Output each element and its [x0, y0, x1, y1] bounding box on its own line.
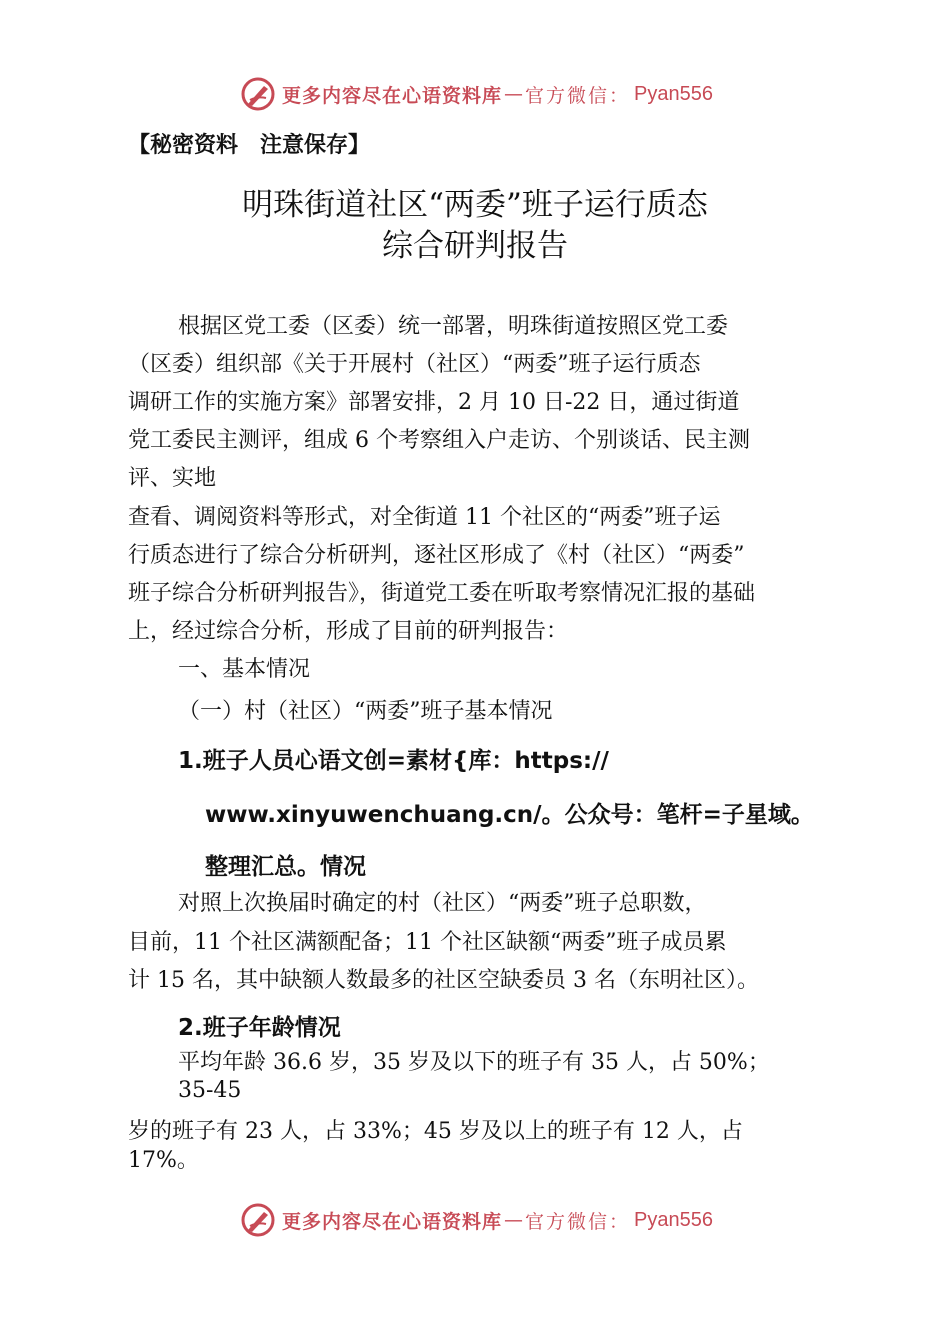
watermark-dash: — [504, 83, 524, 105]
body-line: 17%。 [128, 1148, 199, 1173]
body-line: （区委）组织部《关于开展村（社区）“两委”班子运行质态 [128, 352, 701, 377]
body-line: 评、实地 [128, 466, 217, 491]
body-line: 根据区党工委（区委）统一部署，明珠街道按照区党工委 [178, 314, 729, 339]
body-line: 计 15 名，其中缺额人数最多的社区空缺委员 3 名（东明社区）。 [128, 968, 759, 993]
item1-heading-line2: www.xinyuwenchuang.cn/。公众号：笔杆=子星域。 [205, 802, 814, 828]
page-title: 明珠街道社区“两委”班子运行质态 [242, 187, 708, 223]
subsection-heading: （一）村（社区）“两委”班子基本情况 [178, 699, 553, 724]
item2-heading: 2.班子年龄情况 [178, 1015, 341, 1041]
body-line: 对照上次换届时确定的村（社区）“两委”班子总职数， [178, 891, 707, 916]
pen-logo-icon [240, 1202, 276, 1238]
watermark-label: 官方微信： [525, 84, 631, 107]
body-line: 调研工作的实施方案》部署安排，2 月 10 日-22 日，通过街道 [128, 390, 740, 415]
watermark-wechat-id: Pyan556 [634, 82, 713, 105]
watermark-wechat-id: Pyan556 [634, 1208, 713, 1231]
body-line: 班子综合分析研判报告》，街道党工委在听取考察情况汇报的基础 [128, 581, 756, 606]
watermark-top [240, 76, 740, 112]
body-line: 35-45 [178, 1078, 242, 1103]
watermark-bottom [240, 1202, 740, 1238]
body-line: 党工委民主测评，组成 6 个考察组入户走访、个别谈话、民主测 [128, 428, 750, 453]
body-line: 上，经过综合分析，形成了目前的研判报告： [128, 619, 569, 644]
body-line: 岁的班子有 23 人，占 33%；45 岁及以上的班子有 12 人，占 [128, 1119, 743, 1144]
pen-logo-icon [240, 76, 276, 112]
watermark-text: 更多内容尽在心语资料库 [282, 1210, 503, 1233]
body-line: 目前，11 个社区满额配备；11 个社区缺额“两委”班子成员累 [128, 930, 727, 955]
item1-heading-line3: 整理汇总。情况 [205, 854, 366, 880]
body-line: 平均年龄 36.6 岁，35 岁及以下的班子有 35 人，占 50%； [178, 1050, 770, 1075]
watermark-label: 官方微信： [525, 1210, 631, 1233]
item1-heading-line1: 1.班子人员心语文创=素材{库：https:// [178, 748, 609, 774]
watermark-dash: — [504, 1209, 524, 1231]
watermark-text: 更多内容尽在心语资料库 [282, 84, 503, 107]
body-line: 查看、调阅资料等形式，对全街道 11 个社区的“两委”班子运 [128, 505, 721, 530]
section-heading: 一、基本情况 [178, 657, 311, 682]
secret-label: 【秘密资料 注意保存】 [128, 133, 371, 158]
body-line: 行质态进行了综合分析研判，逐社区形成了《村（社区）“两委” [128, 543, 745, 568]
page-title-line2: 综合研判报告 [382, 228, 568, 264]
